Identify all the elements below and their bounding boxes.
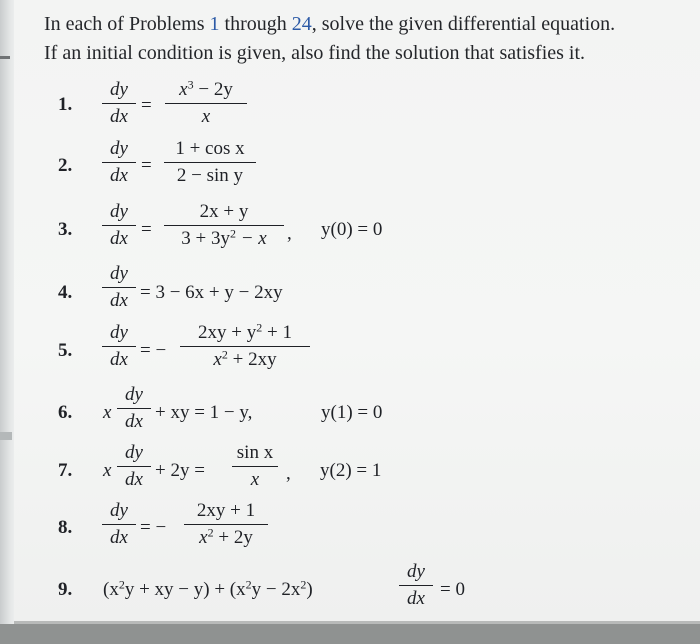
denominator: dx [110,228,128,249]
problem-link-1[interactable]: 1 [209,13,220,35]
problem-number: 7. [58,460,73,481]
instructions-text: , solve the given differential equation. [311,13,616,35]
equals-minus: = − [140,517,167,538]
numerator: $2xy + y^2 + 1$ [198,320,292,343]
numerator: sin x [236,442,274,463]
instructions-line-2: If an initial condition is given, also find the solution that satisfies it. [44,42,586,64]
derivative-dy-dx [117,442,151,491]
rhs-fraction [232,442,278,491]
equals-sign: = [141,155,152,176]
derivative-dy-dx [117,384,151,433]
numerator: dy [110,79,128,100]
denominator: $3 + 3y^2 - x$ [181,226,267,249]
derivative-dy-dx [102,263,136,312]
problem-number: 9. [58,579,73,600]
coefficient-x: x [103,460,112,481]
numerator: 2xy + 1 [196,500,256,521]
derivative-dy-dx [399,561,433,610]
rhs-fraction [184,500,268,549]
denominator: x [201,106,211,127]
problem-number: 1. [58,94,73,115]
numerator: dy [110,201,128,222]
equals-sign: = [141,95,152,116]
denominator: dx [110,349,128,370]
numerator: dy [125,442,143,463]
instructions-text: In each of Problems [44,13,210,35]
numerator: dy [110,263,128,284]
problem-number: 6. [58,402,73,423]
derivative-dy-dx [102,322,136,371]
denominator: dx [110,290,128,311]
edge-tick [0,56,10,59]
denominator: dx [125,411,143,432]
derivative-dy-dx [102,201,136,250]
rhs-expression: = 3 − 6x + y − 2xy [140,282,283,303]
denominator: dx [407,588,425,609]
denominator: dx [110,165,128,186]
denominator: dx [110,106,128,127]
problem-number: 8. [58,517,73,538]
problem-number: 5. [58,340,73,361]
instructions [44,10,694,68]
numerator: 1 + cos x [175,138,245,159]
derivative-dy-dx [102,500,136,549]
initial-condition: y(1) = 0 [321,402,383,423]
problem-number: 3. [58,219,73,240]
numerator: dy [110,138,128,159]
denominator: dx [110,527,128,548]
instructions-text: through [219,13,292,35]
numerator: 2x + y [199,201,249,222]
comma: , [287,223,292,244]
rhs-fraction [165,79,247,128]
rhs-zero: = 0 [440,579,465,600]
derivative-dy-dx [102,138,136,187]
denominator: dx [125,469,143,490]
numerator: dy [110,322,128,343]
equals-sign: = [141,219,152,240]
rhs-fraction [164,138,256,187]
page-bottom-edge [0,624,700,644]
initial-condition: y(2) = 1 [320,460,382,481]
denominator: 2 − sin y [176,165,244,186]
denominator: $x^2 + 2y$ [199,525,253,548]
equals-minus: = − [140,340,167,361]
rhs-fraction [164,201,284,250]
lhs-expression: ($x^2y$ + xy − $y) + (x^2y - 2x^2)$ [103,577,313,600]
comma: , [286,463,291,484]
denominator: $x^2 + 2xy$ [213,347,277,370]
numerator: dy [125,384,143,405]
instructions-line-1 [44,10,694,39]
rhs-fraction [180,322,310,371]
middle-expression: + 2y = [155,460,205,481]
numerator: dy [407,561,425,582]
denominator: x [250,469,260,490]
coefficient-x: x [103,402,112,423]
edge-mark [0,432,12,440]
numerator: $x^3 - 2y$ [179,77,233,100]
problem-number: 2. [58,155,73,176]
problem-number: 4. [58,282,73,303]
numerator: dy [110,500,128,521]
initial-condition: y(0) = 0 [321,219,383,240]
problem-link-24[interactable]: 24 [291,13,312,35]
rhs-expression: + xy = 1 − y, [155,402,253,423]
derivative-dy-dx [102,79,136,128]
